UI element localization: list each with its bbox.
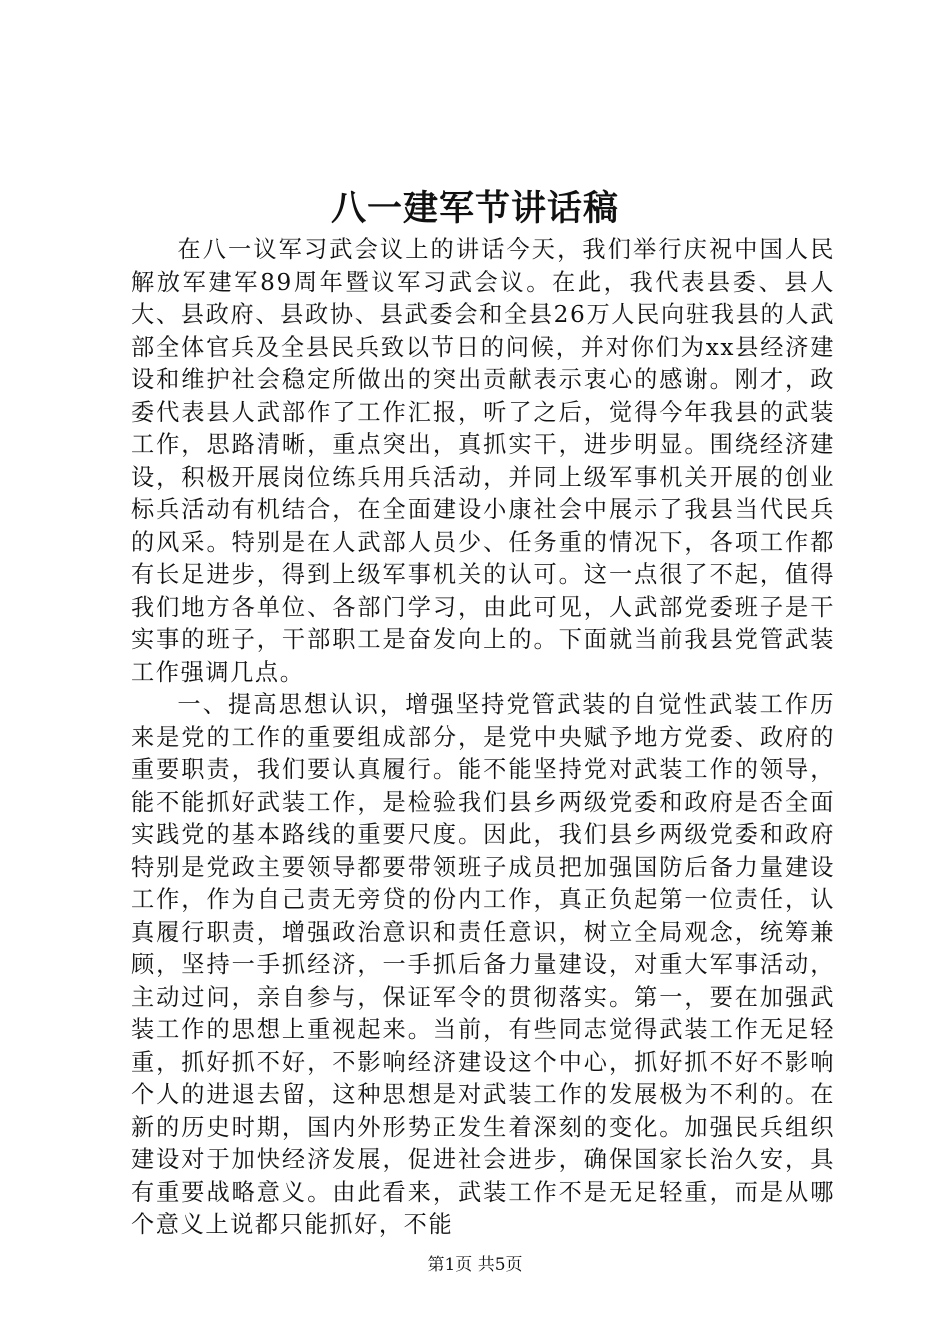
page-title: 八一建军节讲话稿	[330, 188, 619, 229]
paragraph: 在八一议军习武会议上的讲话今天，我们举行庆祝中国人民解放军建军89周年暨议军习武会议。在此，我代表县委、县人大、县政府、县政协、县武委会和全县26万人民向驻我县的人武部全体官兵及全县民兵致以节日的问候，并对你们为xx县经济建设和维护社会稳定所做出的突出贡献表示衷心的感谢。刚才，政委代表县人武部作了工作汇报，听了之后，觉得今年我县的武装工作，思路清晰，重点突出，真抓实干，进步明显。围绕经济建设，积极开展岗位练兵用兵活动，并同上级军事机关开展的创业标兵活动有机结合，在全面建设小康社会中展示了我县当代民兵的风采。特别是在人武部人员少、任务重的情况下，各项工作都有长足进步，得到上级军事机关的认可。这一点很了不起，值得我们地方各单位、各部门学习，由此可见，人武部党委班子是干实事的班子，干部职工是奋发向上的。下面就当前我县党管武装工作强调几点。	[131, 236, 835, 686]
page-number: 第1页 共5页	[427, 1255, 523, 1275]
paragraph: 一、提高思想认识，增强坚持党管武装的自觉性武装工作历来是党的工作的重要组成部分，是党中央赋予地方党委、政府的重要职责，我们要认真履行。能不能坚持党对武装工作的领导，能不能抓好武装工作，是检验我们县乡两级党委和政府是否全面实践党的基本路线的重要尺度。因此，我们县乡两级党委和政府特别是党政主要领导都要带领班子成员把加强国防后备力量建设工作，作为自己责无旁贷的份内工作，真正负起第一位责任，认真履行职责，增强政治意识和责任意识，树立全局观念，统筹兼顾，坚持一手抓经济，一手抓后备力量建设，对重大军事活动，主动过问，亲自参与，保证军令的贯彻落实。第一，要在加强武装工作的思想上重视起来。当前，有些同志觉得武装工作无足轻重，抓好抓不好，不影响经济建设这个中心，抓好抓不好不影响个人的进退去留，这种思想是对武装工作的发展极为不利的。在新的历史时期，国内外形势正发生着深刻的变化。加强民兵组织建设对于加快经济发展，促进社会进步，确保国家长治久安，具有重要战略意义。由此看来，武装工作不是无足轻重，而是从哪个意义上说都只能抓好，不能	[131, 691, 835, 1238]
document-body	[131, 234, 835, 1242]
